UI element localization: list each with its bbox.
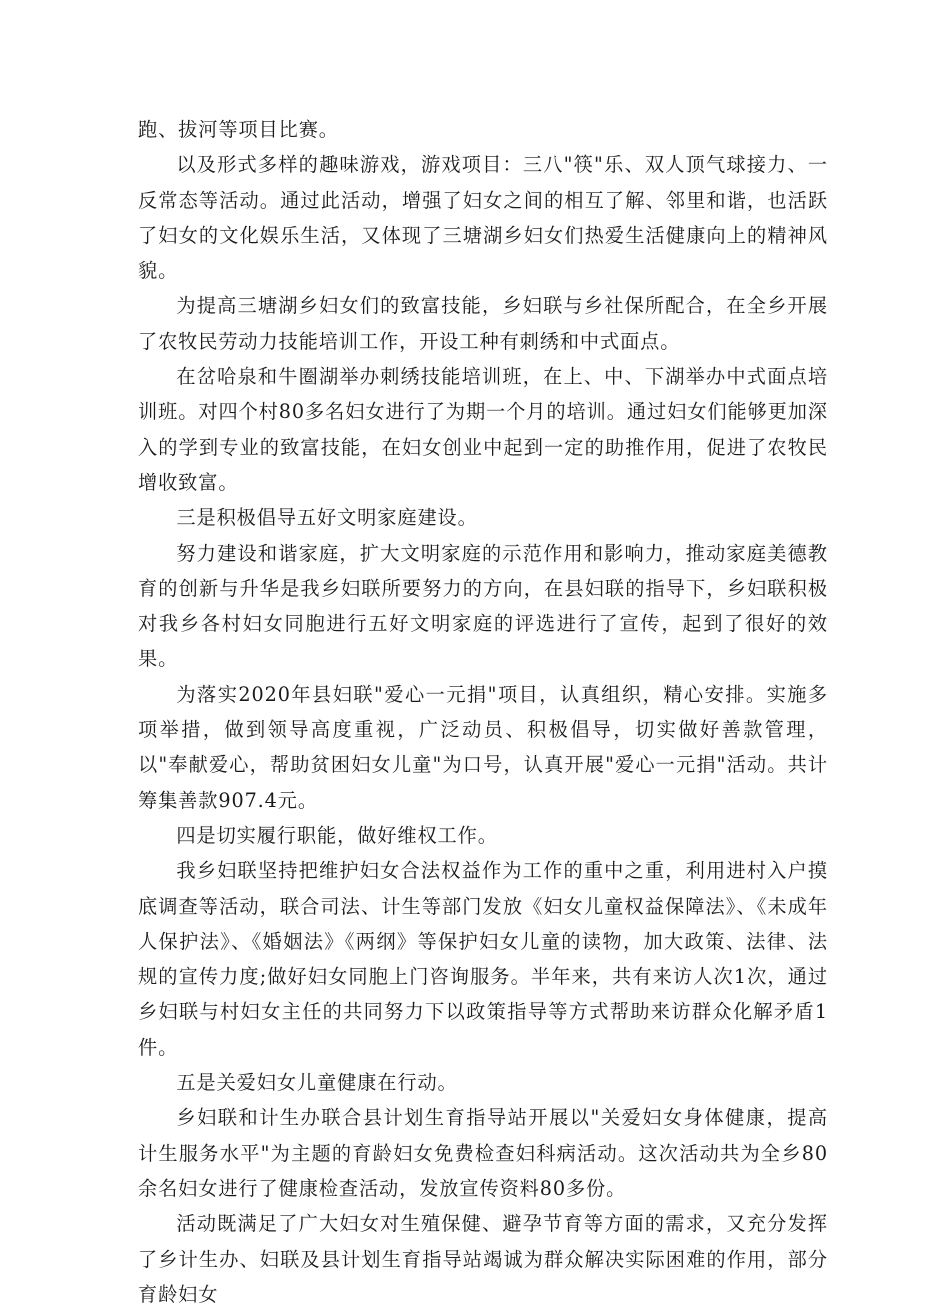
paragraph-7: 为落实2020年县妇联"爱心一元捐"项目，认真组织，精心安排。实施多项举措，做到领导高度重视，广泛动员、积极倡导，切实做好善款管理，以"奉献爱心，帮助贫困妇女儿童"为口号，认真开展"爱心一元捐"活动。共计筹集善款907.4元。 (138, 682, 828, 812)
paragraph-6: 努力建设和谐家庭，扩大文明家庭的示范作用和影响力，推动家庭美德教育的创新与升华是我乡妇联所要努力的方向，在县妇联的指导下，乡妇联积极对我乡各村妇女同胞进行五好文明家庭的评选进行了宣传，起到了很好的效果。 (138, 541, 828, 671)
paragraph-4: 在岔哈泉和牛圈湖举办刺绣技能培训班，在上、中、下湖举办中式面点培训班。对四个村80多名妇女进行了为期一个月的培训。通过妇女们能够更加深入的学到专业的致富技能，在妇女创业中起到一定的助推作用，促进了农牧民增收致富。 (138, 365, 828, 494)
paragraph-12: 活动既满足了广大妇女对生殖保健、避孕节育等方面的需求，又充分发挥了乡计生办、妇联及县计划生育指导站竭诚为群众解决实际困难的作用，部分育龄妇女 (138, 1212, 828, 1306)
section-heading-4: 四是切实履行职能，做好维权工作。 (176, 823, 498, 847)
document-body (138, 112, 828, 1312)
section-heading-3: 三是积极倡导五好文明家庭建设。 (176, 506, 478, 530)
paragraph-1: 跑、拔河等项目比赛。 (138, 118, 339, 141)
paragraph-9: 我乡妇联坚持把维护妇女合法权益作为工作的重中之重，利用进村入户摸底调查等活动，联合司法、计生等部门发放《妇女儿童权益保障法》、《未成年人保护法》、《婚姻法》《两纲》等保护妇女儿童的读物，加大政策、法律、法规的宣传力度;做好妇女同胞上门咨询服务。半年来，共有来访人次1次，通过乡妇联与村妇女主任的共同努力下以政策指导等方式帮助来访群众化解矛盾1件。 (138, 859, 828, 1059)
paragraph-3: 为提高三塘湖乡妇女们的致富技能，乡妇联与乡社保所配合，在全乡开展了农牧民劳动力技能培训工作，开设工种有刺绣和中式面点。 (138, 294, 828, 353)
paragraph-2: 以及形式多样的趣味游戏，游戏项目：三八"筷"乐、双人顶气球接力、一反常态等活动。通过此活动，增强了妇女之间的相互了解、邻里和谐，也活跃了妇女的文化娱乐生活，又体现了三塘湖乡妇女们热爱生活健康向上的精神风貌。 (138, 153, 828, 283)
paragraph-11: 乡妇联和计生办联合县计划生育指导站开展以"关爱妇女身体健康，提高计生服务水平"为主题的育龄妇女免费检查妇科病活动。这次活动共为全乡80余名妇女进行了健康检查活动，发放宣传资料80多份。 (138, 1106, 828, 1200)
section-heading-5: 五是关爱妇女儿童健康在行动。 (176, 1071, 458, 1095)
